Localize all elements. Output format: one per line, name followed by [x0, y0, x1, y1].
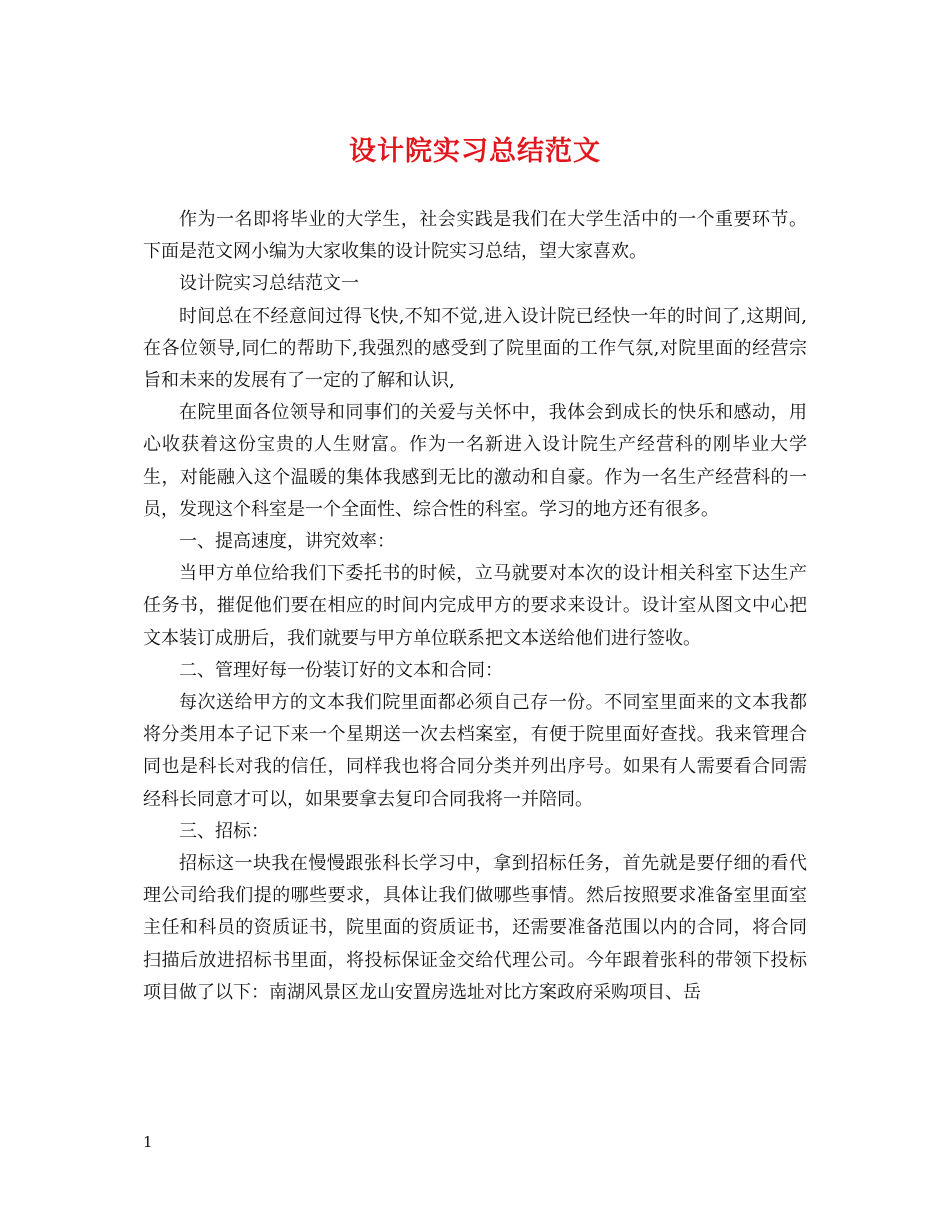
paragraph-subheading: 二、管理好每一份装订好的文本和合同：	[179, 659, 503, 681]
paragraph-subheading: 三、招标：	[179, 820, 269, 842]
paragraph: 在院里面各位领导和同事们的关爱与关怀中，我体会到成长的快乐和感动，用心收获着这份宝贵的人生财富。作为一名新进入设计院生产经营科的刚毕业大学生，对能融入这个温暖的集体我感到无比的激动和自豪。作为一名生产经营科的一员，发现这个科室是一个全面性、综合性的科室。学习的地方还有很多。	[143, 402, 807, 520]
document-body	[143, 204, 807, 1009]
document-title: 设计院实习总结范文	[349, 136, 601, 167]
paragraph: 当甲方单位给我们下委托书的时候，立马就要对本次的设计相关科室下达生产任务书，摧促他们要在相应的时间内完成甲方的要求来设计。设计室从图文中心把文本装订成册后，我们就要与甲方单位联系把文本送给他们进行签收。	[143, 563, 807, 649]
paragraph: 每次送给甲方的文本我们院里面都必须自己存一份。不同室里面来的文本我都将分类用本子记下来一个星期送一次去档案室，有便于院里面好查找。我来管理合同也是科长对我的信任，同样我也将合同分类并列出序号。如果有人需要看合同需经科长同意才可以，如果要拿去复印合同我将一并陪同。	[143, 692, 807, 810]
paragraph-subheading: 一、提高速度，讲究效率：	[179, 531, 395, 553]
paragraph-intro: 作为一名即将毕业的大学生，社会实践是我们在大学生活中的一个重要环节。下面是范文网小编为大家收集的设计院实习总结，望大家喜欢。	[143, 209, 807, 263]
page-number: 1	[143, 1133, 153, 1151]
paragraph-section-heading: 设计院实习总结范文一	[179, 273, 359, 295]
paragraph: 招标这一块我在慢慢跟张科长学习中，拿到招标任务，首先就是要仔细的看代理公司给我们提的哪些要求，具体让我们做哪些事情。然后按照要求准备室里面室主任和科员的资质证书，院里面的资质证书，还需要准备范围以内的合同，将合同扫描后放进招标书里面，将投标保证金交给代理公司。今年跟着张科的带领下投标项目做了以下：南湖风景区龙山安置房选址对比方案政府采购项目、岳	[143, 853, 807, 1003]
paragraph: 时间总在不经意间过得飞快,不知不觉,进入设计院已经快一年的时间了,这期间,在各位领导,同仁的帮助下,我强烈的感受到了院里面的工作气氛,对院里面的经营宗旨和未来的发展有了一定的了解和认识,	[143, 305, 807, 392]
